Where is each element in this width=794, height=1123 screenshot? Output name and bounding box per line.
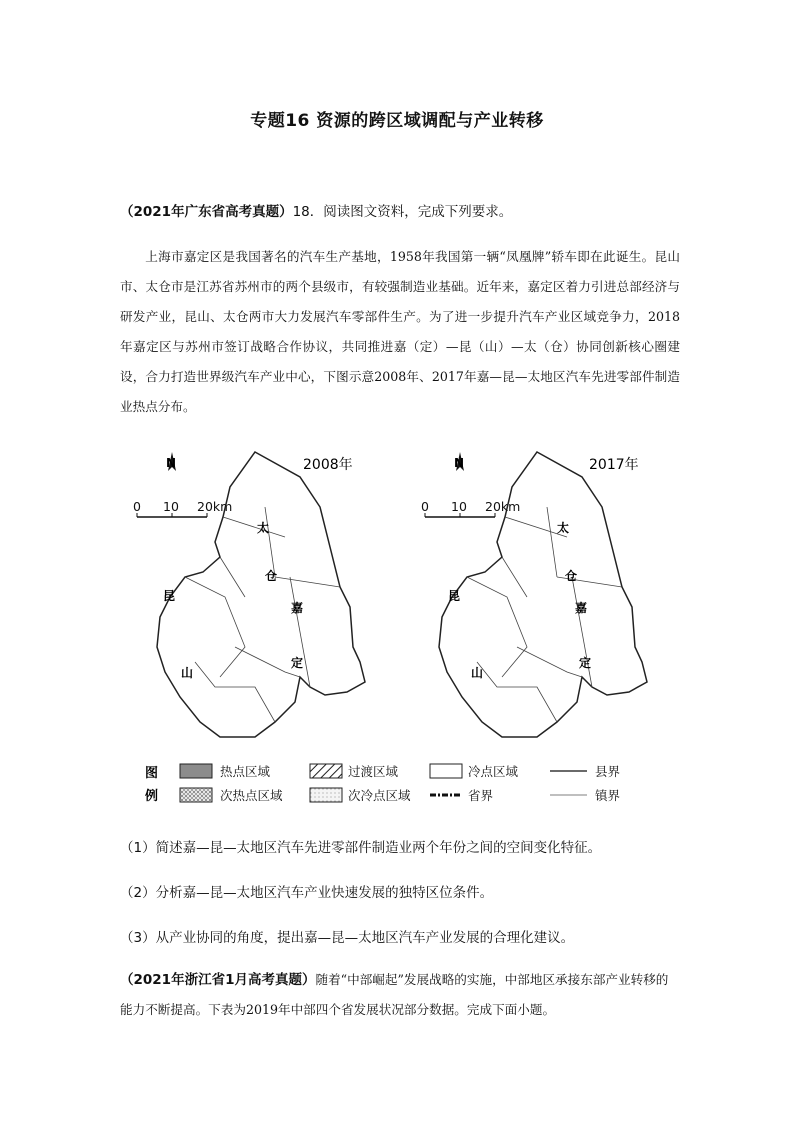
label-shan: 山 (181, 666, 194, 680)
scale-tick-20km: 20km (485, 499, 521, 514)
scale-tick-10: 10 (163, 499, 179, 514)
question-text: 随着“中部崛起”发展战略的实施，中部地区承接东部产业转移的能力不断提高。下表为2019年中部四个省发展状况部分数据。完成下面小题。 (120, 972, 669, 1017)
legend-cold: 冷点区域 (468, 764, 519, 779)
legend-hot: 热点区域 (220, 764, 271, 779)
legend-swatch-hot (180, 764, 212, 778)
year-label-2017: 2017年 (589, 457, 639, 473)
scale-tick-0: 0 (133, 499, 141, 514)
legend-transition: 过渡区域 (348, 764, 399, 779)
year-label-2008: 2008年 (303, 457, 353, 473)
label-cang: 仓 (565, 569, 578, 583)
label-tai: 太 (557, 521, 570, 535)
north-arrow-left (166, 452, 176, 471)
legend-sub-hot: 次热点区域 (220, 788, 283, 803)
legend-swatch-sub-cold (310, 788, 342, 802)
sub-question-2: （2）分析嘉—昆—太地区汽车产业快速发展的独特区位条件。 (120, 885, 494, 901)
maps-svg (125, 447, 685, 822)
map-legend (145, 764, 621, 804)
legend-swatch-cold (430, 764, 462, 778)
label-shan: 山 (471, 666, 484, 680)
legend-county: 县界 (595, 764, 621, 779)
scale-bar-left (133, 499, 232, 517)
map-2017 (439, 452, 647, 737)
label-ding: 定 (291, 656, 304, 670)
legend-sub-cold: 次冷点区域 (348, 788, 411, 803)
scale-tick-20km: 20km (197, 499, 233, 514)
legend-swatch-transition (310, 764, 342, 778)
north-label: N (166, 456, 177, 470)
hotspot-maps-figure (125, 447, 685, 822)
label-cang: 仓 (265, 569, 278, 583)
question-18-header (120, 200, 680, 225)
question-zhejiang-header (120, 965, 680, 1025)
label-tai: 太 (257, 521, 270, 535)
label-kun: 昆 (448, 589, 461, 603)
reading-paragraph (120, 242, 680, 422)
legend-town: 镇界 (595, 788, 621, 803)
paragraph-text: 上海市嘉定区是我国著名的汽车生产基地，1958年我国第一辆“凤凰牌”轿车即在此诞生。昆山市、太仓市是江苏省苏州市的两个县级市，有较强制造业基础。近年来，嘉定区着力引进总部经济与研发产业，昆山、太仓两市大力发展汽车零部件生产。为了进一步提升汽车产业区域竞争力，2018年嘉定区与苏州市签订战略合作协议，共同推进嘉（定）—昆（山）—太（仓）协同创新核心圈建设，合力打造世界级汽车产业中心，下图示意2008年、2017年嘉—昆—太地区汽车先进零部件制造业热点分布。 (120, 249, 680, 414)
question-stem: 18．阅读图文资料，完成下列要求。 (292, 204, 513, 220)
sub-question-3: （3）从产业协同的角度，提出嘉—昆—太地区汽车产业发展的合理化建议。 (120, 930, 575, 946)
legend-swatch-sub-hot (180, 788, 212, 802)
map-2008 (157, 452, 365, 737)
label-jia: 嘉 (575, 601, 588, 615)
scale-tick-10: 10 (451, 499, 467, 514)
label-jia: 嘉 (291, 601, 304, 615)
north-label: N (454, 456, 465, 470)
label-ding: 定 (579, 656, 592, 670)
legend-province: 省界 (468, 788, 494, 803)
question-source: （2021年广东省高考真题） (120, 204, 293, 220)
label-kun: 昆 (163, 589, 176, 603)
legend-title-bottom: 例 (145, 789, 159, 804)
scale-tick-0: 0 (421, 499, 429, 514)
question-source: （2021年浙江省1月高考真题） (120, 972, 316, 988)
sub-question-1: （1）简述嘉—昆—太地区汽车先进零部件制造业两个年份之间的空间变化特征。 (120, 840, 602, 856)
legend-title-top: 图 (145, 766, 159, 781)
page-title: 专题16 资源的跨区域调配与产业转移 (250, 111, 544, 131)
north-arrow-right (454, 452, 464, 471)
